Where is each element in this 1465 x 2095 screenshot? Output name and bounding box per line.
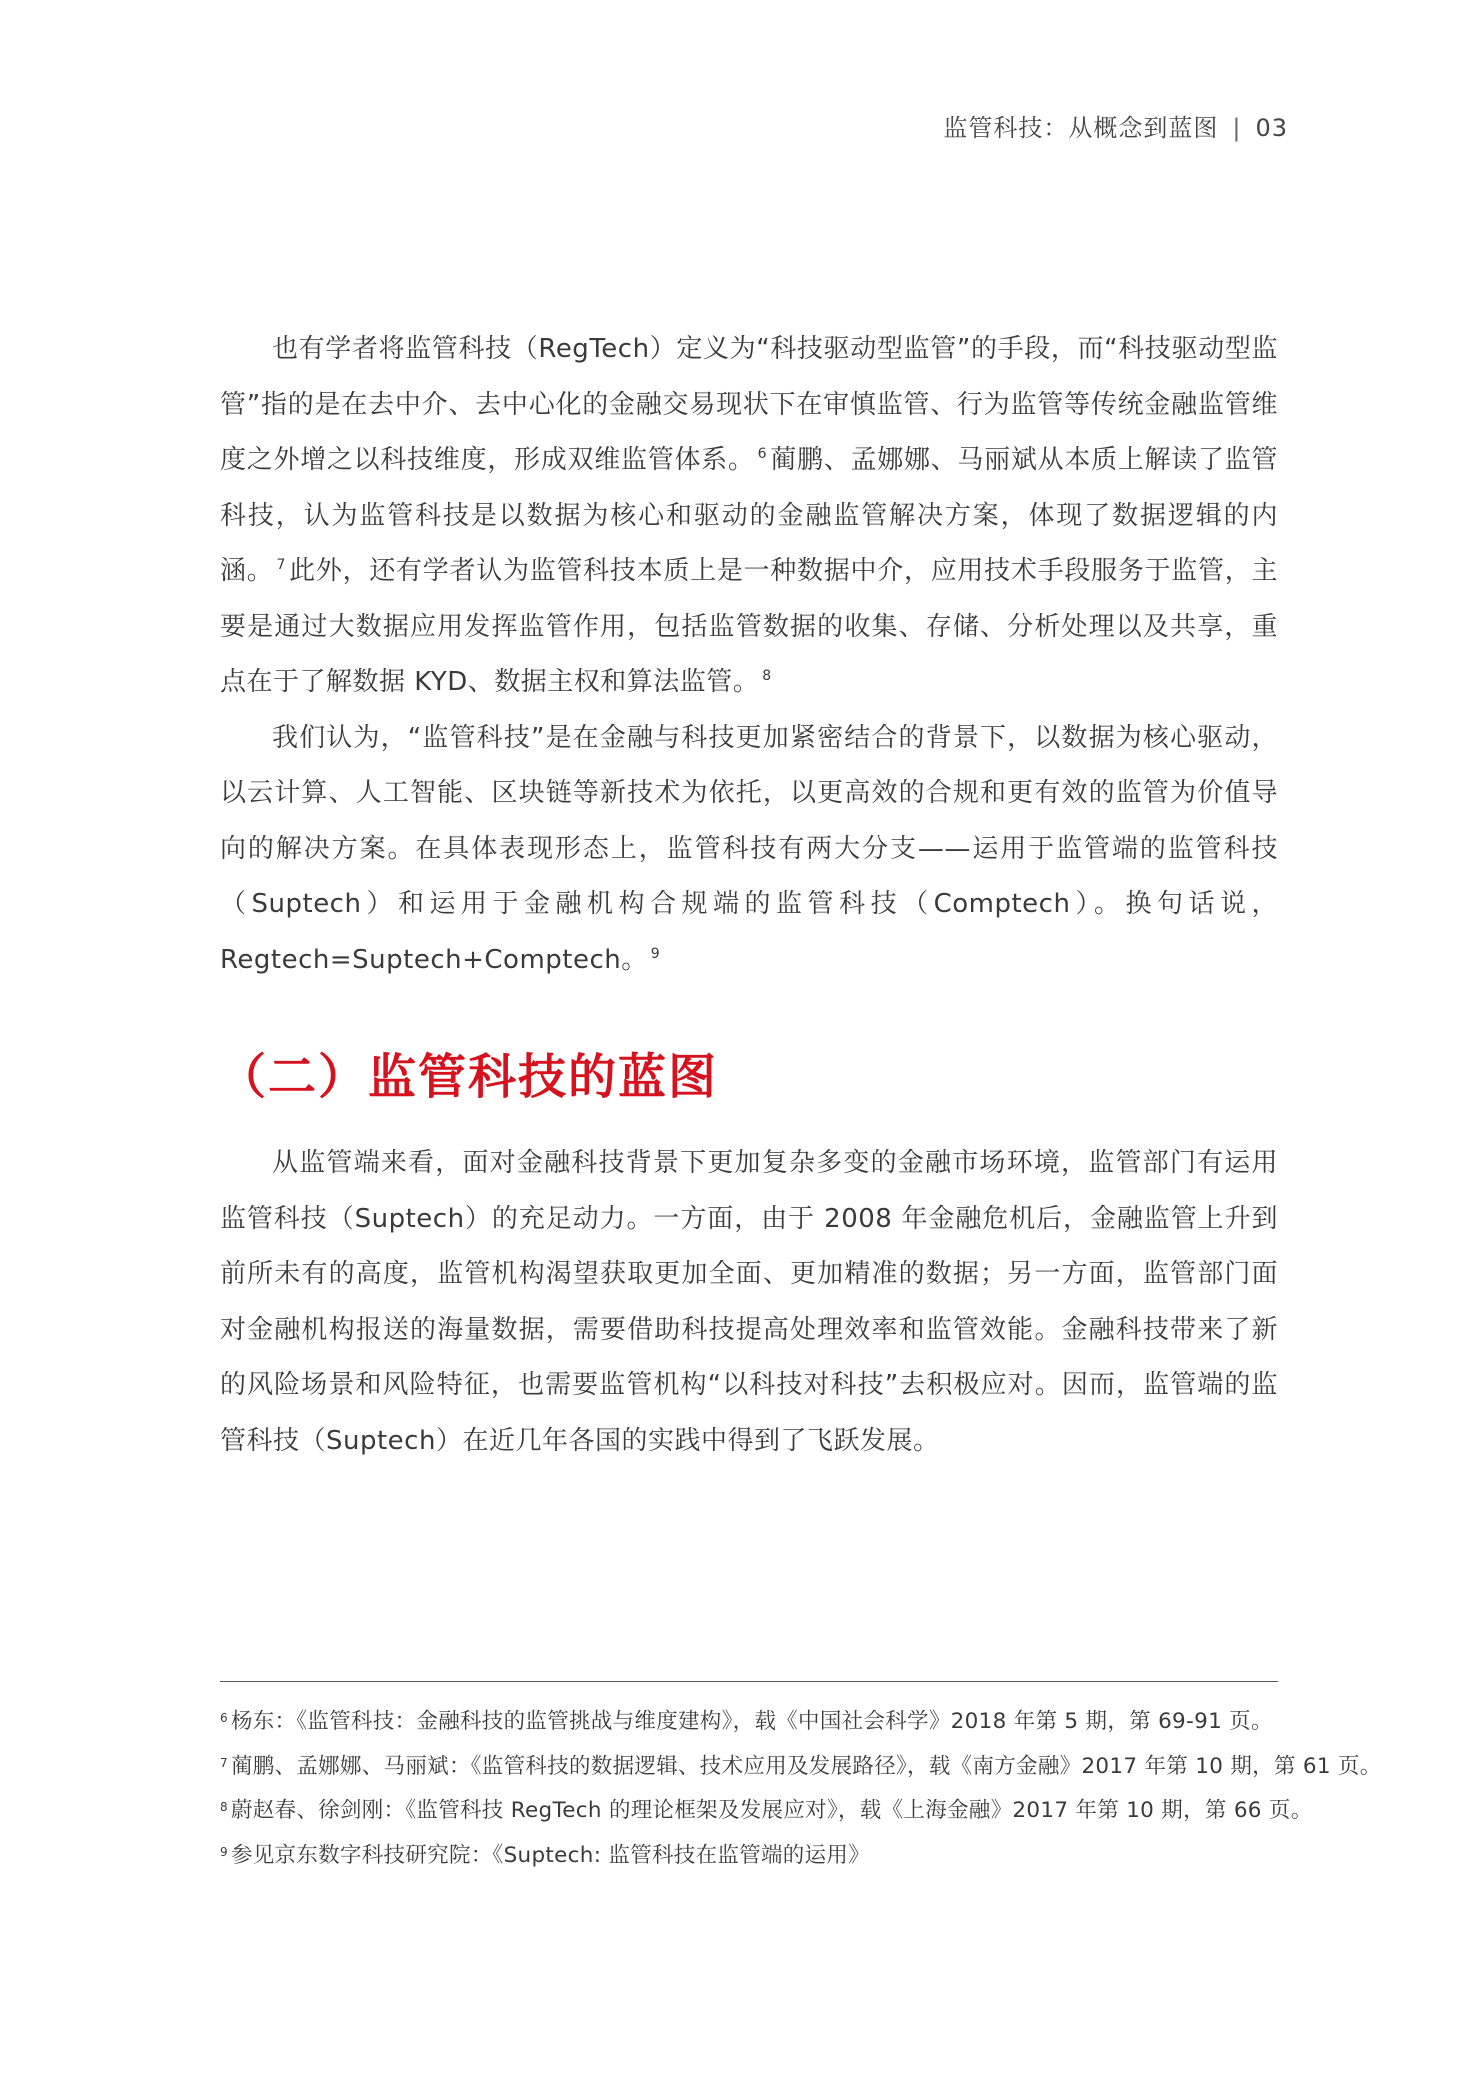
paragraph-regtech-definitions [220,322,1278,711]
paragraph-text: 此外，还有学者认为监管科技本质上是一种数据中介，应用技术手段服务于监管，主要是通过大数据应用发挥监管作用，包括监管数据的收集、存储、分析处理以及共享，重点在于了解数据 KYD、数据主权和算法监管。 [220,556,1278,697]
section-1-body [220,322,1278,988]
footnote-number: 9 [220,1844,228,1859]
paragraph-text: 也有学者将监管科技（RegTech）定义为“科技驱动型监管”的手段，而“科技驱动型监管”指的是在去中介、去中心化的金融交易现状下在审慎监管、行为监管等传统金融监管维度之外增之以科技维度，形成双维监管体系。 [220,334,1278,475]
footnote-ref-7[interactable]: 7 [276,557,286,573]
footnote-ref-8[interactable]: 8 [762,668,772,684]
running-header [943,108,1288,143]
footnote-number: 6 [220,1711,228,1725]
footnote-ref-9[interactable]: 9 [650,945,661,962]
footnote-divider [220,1681,1278,1682]
footnote-item [220,1834,1278,1879]
footnotes [220,1700,1382,1878]
footnote-item [220,1700,1278,1745]
header-separator: | [1232,114,1242,142]
footnote-item [220,1789,1313,1834]
footnote-text: 蔺鹏、孟娜娜、马丽斌：《监管科技的数据逻辑、技术应用及发展路径》，载《南方金融》2017 年第 10 期，第 61 页。 [230,1753,1382,1779]
footnote-number: 8 [220,1800,228,1814]
paragraph-our-view [220,711,1278,989]
page-number: 03 [1255,114,1288,142]
footnote-number: 7 [220,1755,228,1770]
footnote-text: 杨东：《监管科技：金融科技的监管挑战与维度建构》，载《中国社会科学》2018 年第 5 期，第 69-91 页。 [230,1709,1273,1734]
paragraph-text: 我们认为，“监管科技”是在金融与科技更加紧密结合的背景下，以数据为核心驱动，以云计算、人工智能、区块链等新技术为依托，以更高效的合规和更有效的监管为价值导向的解决方案。在具体表现形态上，监管科技有两大分支——运用于监管端的监管科技（Suptech）和运用于金融机构合规端的监管科技（Comptech）。换句话说，Regtech=Suptech+Comptech。 [220,722,1278,975]
section-2-body [220,1136,1278,1469]
footnote-ref-6[interactable]: 6 [757,446,768,462]
section-heading: （二）监管科技的蓝图 [218,1049,719,1105]
footnote-item [220,1745,1382,1790]
footnote-text: 参见京东数字科技研究院：《Suptech: 监管科技在监管端的运用》 [230,1842,870,1868]
header-title: 监管科技：从概念到蓝图 [943,114,1219,142]
footnote-text: 蔚赵春、徐剑刚：《监管科技 RegTech 的理论框架及发展应对》，载《上海金融》2017 年第 10 期，第 66 页。 [230,1798,1313,1823]
paragraph-suptech: 从监管端来看，面对金融科技背景下更加复杂多变的金融市场环境，监管部门有运用监管科技（Suptech）的充足动力。一方面，由于 2008 年金融危机后，金融监管上升到前所未有的高度，监管机构渴望获取更加全面、更加精准的数据；另一方面，监管部门面对金融机构报送的海量数据，需要借助科技提高处理效率和监管效能。金融科技带来了新的风险场景和风险特征，也需要监管机构“以科技对科技”去积极应对。因而，监管端的监管科技（Suptech）在近几年各国的实践中得到了飞跃发展。 [220,1148,1278,1456]
paragraph-text: 蔺鹏、孟娜娜、马丽斌从本质上解读了监管科技，认为监管科技是以数据为核心和驱动的金融监管解决方案，体现了数据逻辑的内涵。 [220,445,1278,586]
